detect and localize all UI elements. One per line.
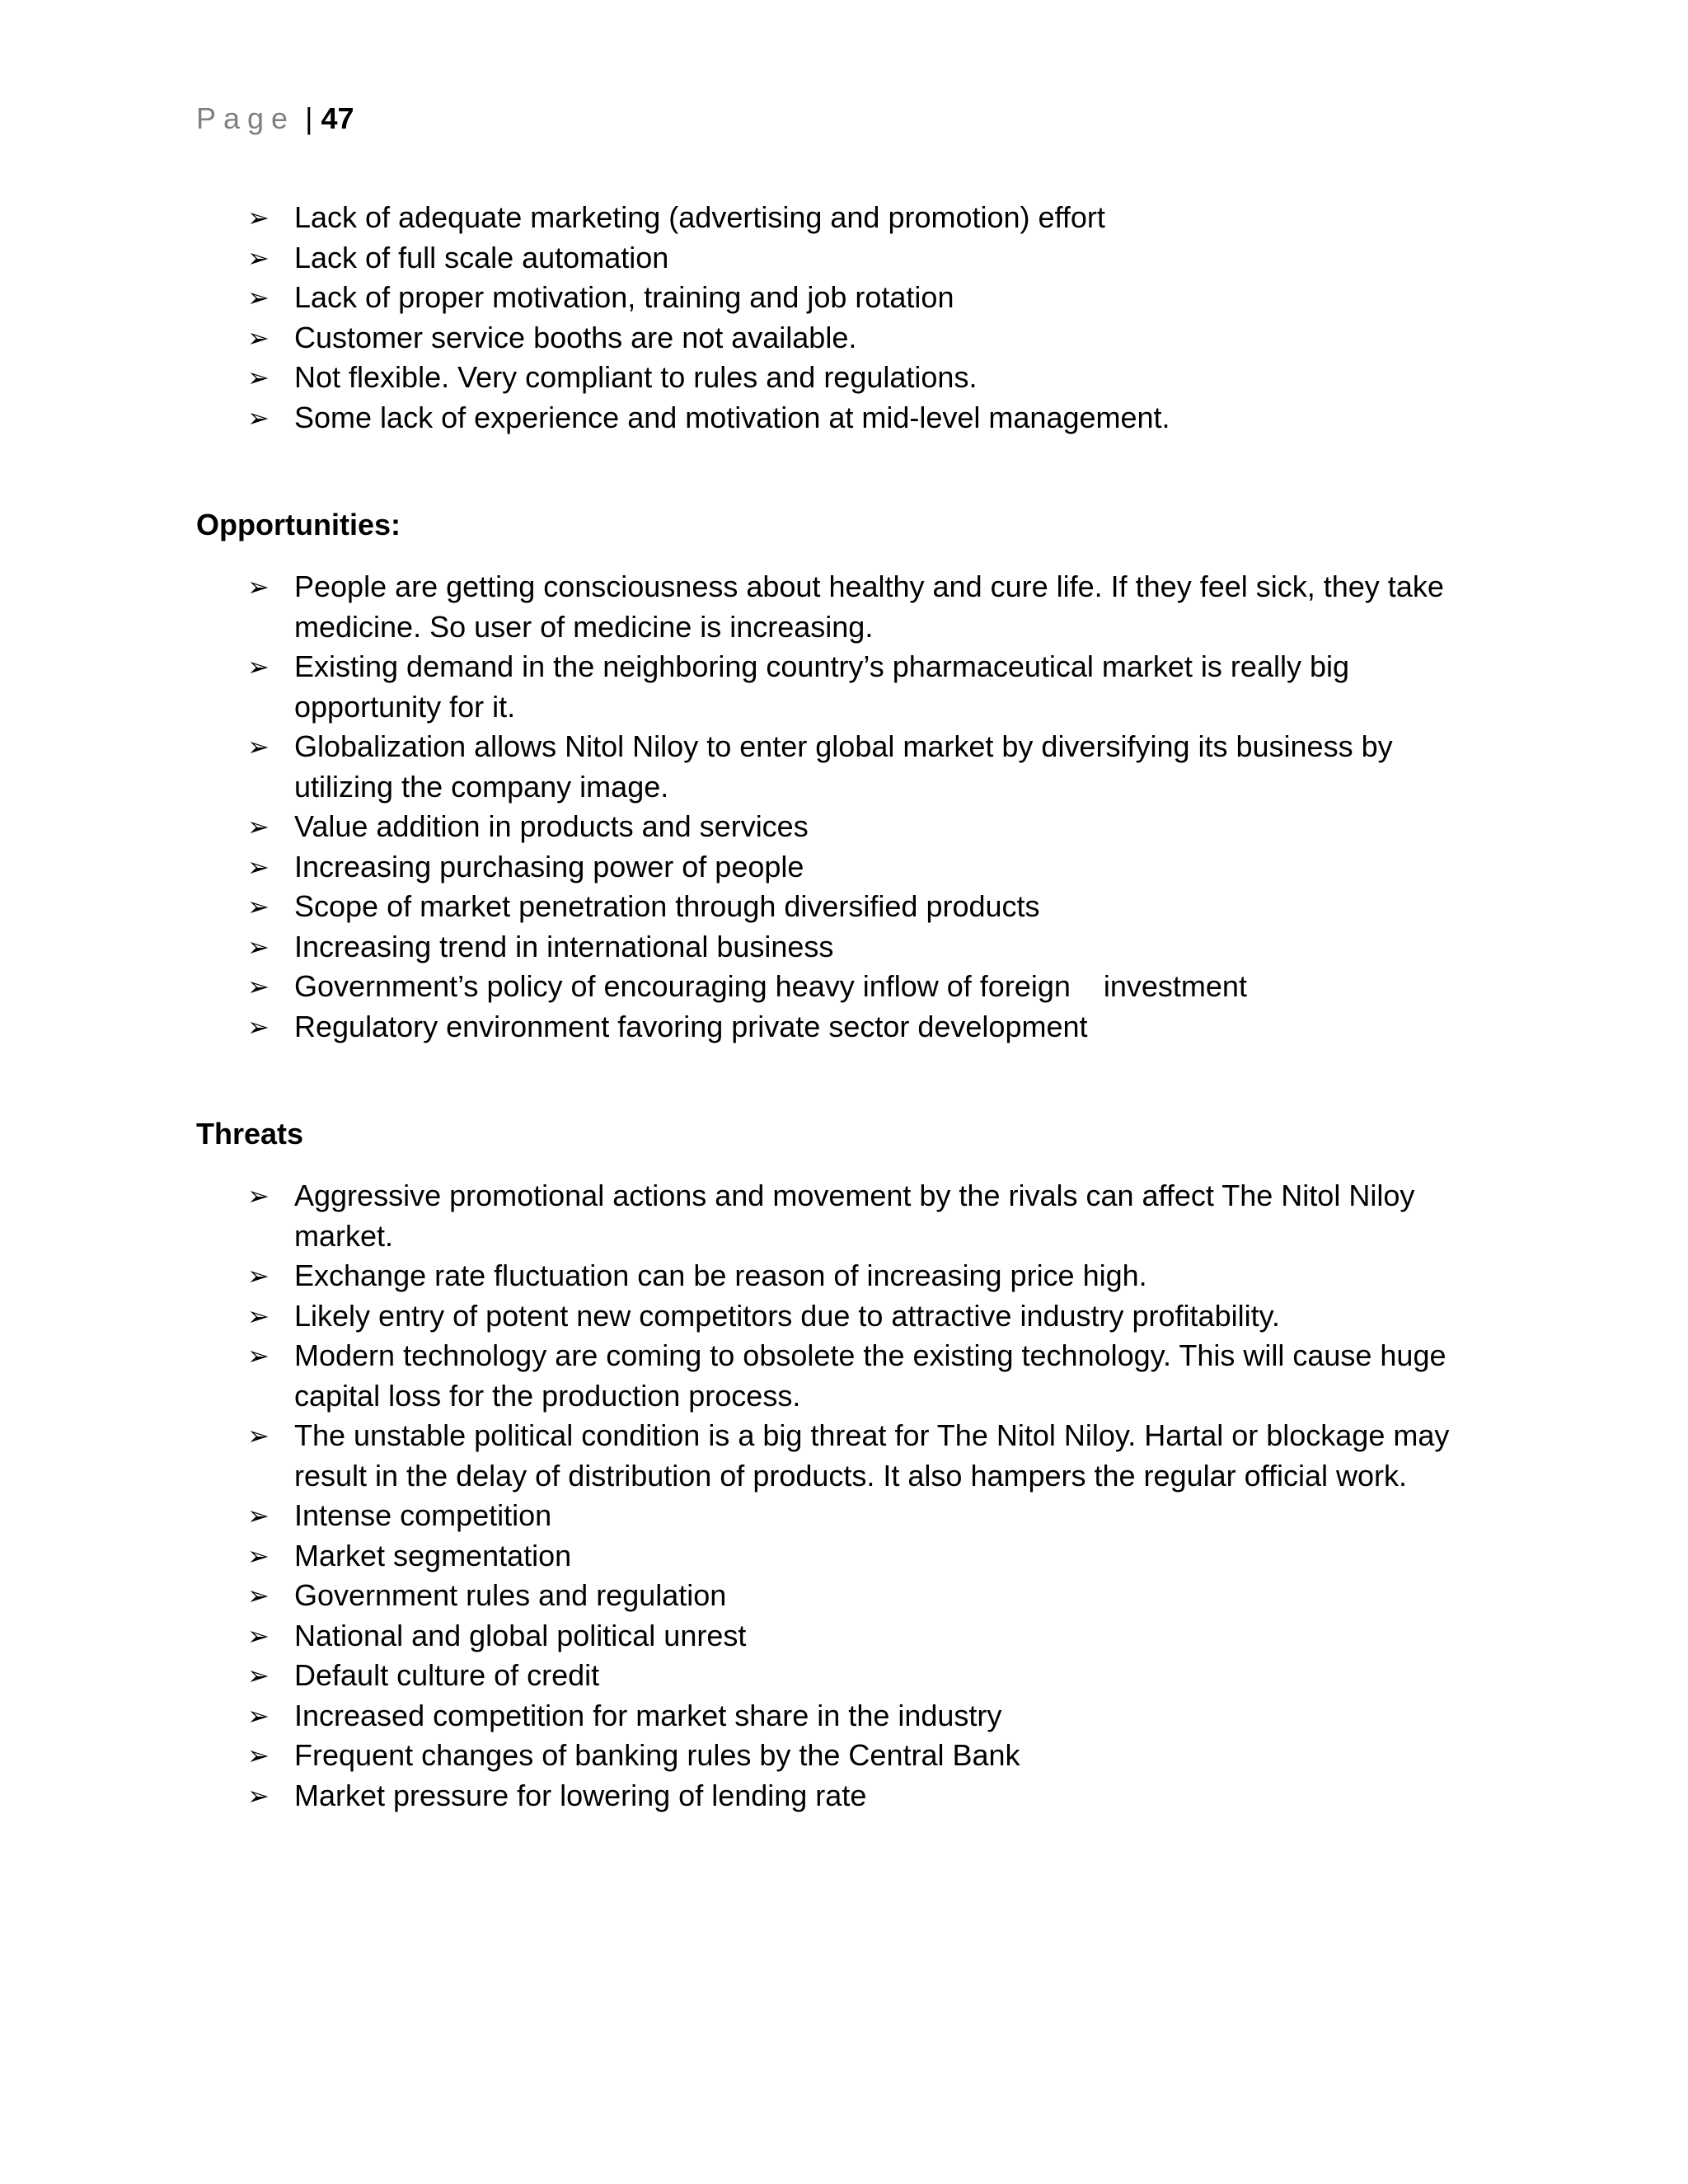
arrow-bullet-icon: ➢ <box>247 1779 270 1811</box>
list-item: ➢ Modern technology are coming to obsolete the existing technology. This will cause huge capital loss for the production process. <box>196 1336 1485 1416</box>
arrow-bullet-icon: ➢ <box>247 811 270 842</box>
arrow-bullet-icon: ➢ <box>247 1740 270 1771</box>
list-item: ➢ National and global political unrest <box>196 1616 1485 1657</box>
list-item: ➢ Market pressure for lowering of lending rate <box>196 1776 1485 1816</box>
list-item: ➢ The unstable political condition is a big threat for The Nitol Niloy. Hartal or blockage may result in the delay of distribution of products. It also hampers the regular official work. <box>196 1416 1485 1496</box>
list-item: ➢ Lack of full scale automation <box>196 238 1485 279</box>
arrow-bullet-icon: ➢ <box>247 851 270 883</box>
list-item: ➢ Frequent changes of banking rules by the Central Bank <box>196 1736 1485 1776</box>
opportunities-list <box>196 567 1498 1047</box>
list-item: ➢ Increased competition for market share in the industry <box>196 1696 1485 1736</box>
weaknesses-list <box>196 198 1498 438</box>
arrow-bullet-icon: ➢ <box>247 1500 270 1531</box>
list-item: ➢ Increasing trend in international business <box>196 927 1485 968</box>
arrow-bullet-icon: ➢ <box>247 1660 270 1691</box>
arrow-bullet-icon: ➢ <box>247 651 270 682</box>
list-item: ➢ Increasing purchasing power of people <box>196 847 1485 888</box>
list-item: ➢ Regulatory environment favoring private sector development <box>196 1007 1485 1047</box>
list-item: ➢ Aggressive promotional actions and movement by the rivals can affect The Nitol Niloy market. <box>196 1176 1485 1256</box>
arrow-bullet-icon: ➢ <box>247 971 270 1002</box>
arrow-bullet-icon: ➢ <box>247 1619 270 1652</box>
arrow-bullet-icon: ➢ <box>247 401 270 434</box>
arrow-bullet-icon: ➢ <box>247 891 270 922</box>
list-item: ➢ Government’s policy of encouraging heavy inflow of foreign investment <box>196 967 1485 1007</box>
page-number: 47 <box>321 101 354 135</box>
list-item: ➢ Existing demand in the neighboring country’s pharmaceutical market is really big opportunity for it. <box>196 647 1485 727</box>
arrow-bullet-icon: ➢ <box>247 1540 270 1572</box>
list-item: ➢ Scope of market penetration through diversified products <box>196 887 1485 927</box>
arrow-bullet-icon: ➢ <box>247 1180 270 1212</box>
list-item: ➢ Value addition in products and services <box>196 807 1485 847</box>
arrow-bullet-icon: ➢ <box>247 1010 270 1043</box>
threats-heading: Threats <box>196 1117 304 1151</box>
arrow-bullet-icon: ➢ <box>247 1340 270 1371</box>
list-item: ➢ Not flexible. Very compliant to rules and regulations. <box>196 358 1485 398</box>
arrow-bullet-icon: ➢ <box>247 1300 270 1332</box>
page-header <box>196 97 354 140</box>
page-separator: | <box>305 101 313 135</box>
list-item: ➢ Intense competition <box>196 1496 1485 1536</box>
list-item: ➢ Market segmentation <box>196 1536 1485 1577</box>
list-item: ➢ Globalization allows Nitol Niloy to enter global market by diversifying its business by utilizing the company image. <box>196 727 1485 807</box>
arrow-bullet-icon: ➢ <box>247 1420 270 1451</box>
list-item: ➢ Lack of adequate marketing (advertising and promotion) effort <box>196 198 1485 238</box>
list-item: ➢ Likely entry of potent new competitors due to attractive industry profitability. <box>196 1296 1485 1337</box>
arrow-bullet-icon: ➢ <box>247 321 270 354</box>
opportunities-heading: Opportunities: <box>196 508 401 541</box>
threats-list <box>196 1176 1498 1816</box>
list-item: ➢ Default culture of credit <box>196 1656 1485 1696</box>
arrow-bullet-icon: ➢ <box>247 362 270 393</box>
arrow-bullet-icon: ➢ <box>247 202 270 233</box>
arrow-bullet-icon: ➢ <box>247 731 270 762</box>
arrow-bullet-icon: ➢ <box>247 571 270 602</box>
arrow-bullet-icon: ➢ <box>247 1260 270 1291</box>
list-item: ➢ Some lack of experience and motivation at mid-level management. <box>196 398 1485 438</box>
list-item: ➢ People are getting consciousness about healthy and cure life. If they feel sick, they take medicine. So user of medicine is increasing. <box>196 567 1485 647</box>
arrow-bullet-icon: ➢ <box>247 930 270 963</box>
list-item: ➢ Exchange rate fluctuation can be reason of increasing price high. <box>196 1256 1485 1296</box>
arrow-bullet-icon: ➢ <box>247 282 270 313</box>
list-item: ➢ Customer service booths are not available. <box>196 318 1485 359</box>
arrow-bullet-icon: ➢ <box>247 241 270 274</box>
arrow-bullet-icon: ➢ <box>247 1580 270 1611</box>
document-body <box>196 198 1498 1816</box>
list-item: ➢ Lack of proper motivation, training and job rotation <box>196 278 1485 318</box>
page-label: Page <box>196 101 296 135</box>
list-item: ➢ Government rules and regulation <box>196 1576 1485 1616</box>
arrow-bullet-icon: ➢ <box>247 1699 270 1732</box>
